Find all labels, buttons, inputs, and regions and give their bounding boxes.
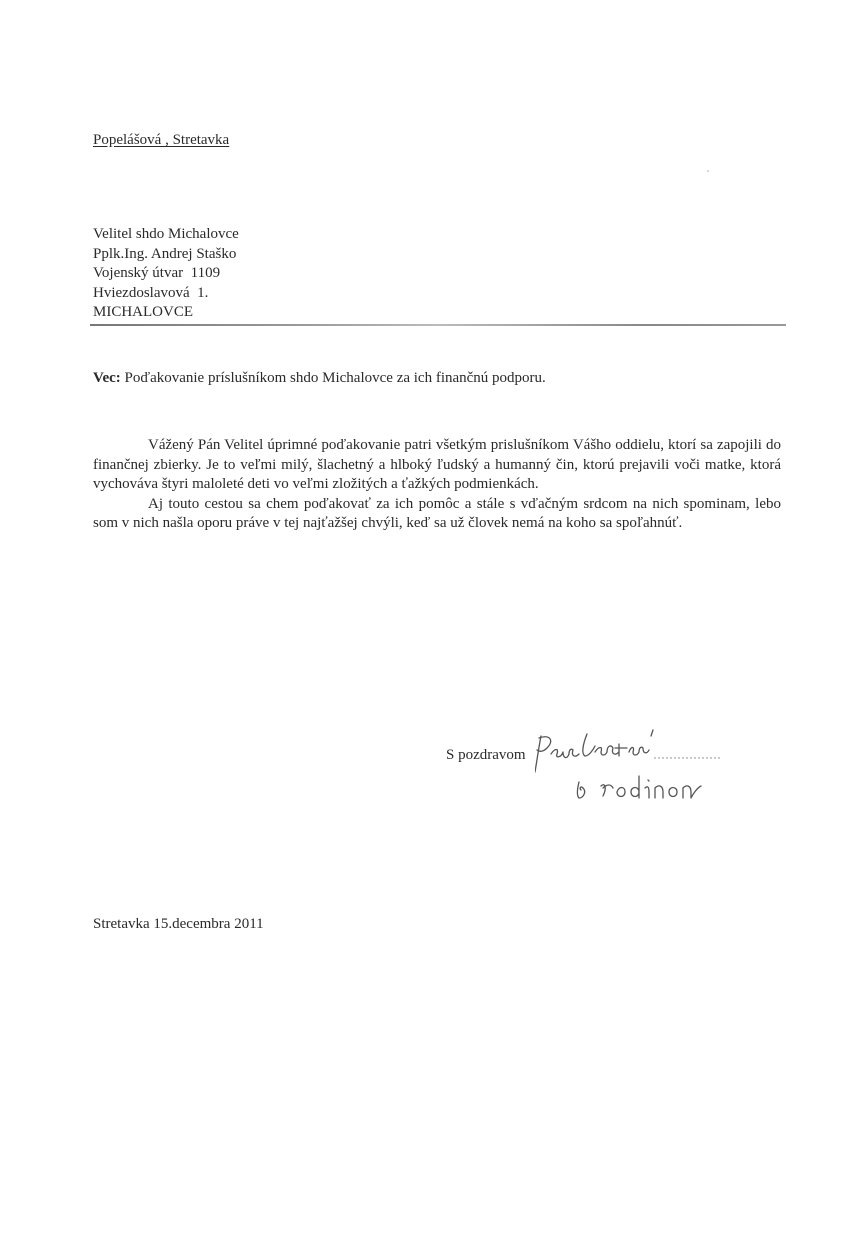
subject-label: Vec: (93, 370, 121, 386)
subject-text: Poďakovanie príslušníkom shdo Michalovce za ich finančnú podporu. (120, 370, 546, 386)
body-paragraph: Vážený Pán Velitel úprimné poďakovanie patri všetkým prislušníkom Vášho oddielu, ktorí sa zapojili do finančnej zbierky. Je to veľmi milý, šlachetný a hlboký ľudský a humanný čin, ktorú prejavili voči matke, ktorá vychováva štyri maloleté deti vo veľmi zložitých a ťažkých podmienkách. (93, 437, 781, 492)
recipient-line: Pplk.Ing. Andrej Staško (93, 245, 237, 262)
handwritten-signature (535, 726, 755, 816)
closing-greeting: S pozdravom (446, 747, 526, 763)
subject-line (93, 370, 546, 387)
recipient-line: Hviezdoslavová 1. (93, 284, 209, 301)
scan-speck (707, 170, 709, 172)
sender-line: Popelášová , Stretavka (93, 132, 230, 148)
divider-line (90, 324, 786, 326)
letter-body (93, 436, 781, 534)
recipient-line: MICHALOVCE (93, 304, 193, 321)
recipient-address (93, 225, 239, 323)
place-date: Stretavka 15.decembra 2011 (93, 916, 264, 932)
recipient-line: Velitel shdo Michalovce (93, 226, 239, 242)
body-paragraph: Aj touto cestou sa chem poďakovať za ich pomôc a stále s vďačným srdcom na nich spominam, lebo som v nich našla oporu práve v tej najťažšej chvýli, keď sa už človek nemá na koho sa spoľahnúť. (93, 495, 781, 531)
recipient-line: Vojenský útvar 1109 (93, 265, 221, 282)
